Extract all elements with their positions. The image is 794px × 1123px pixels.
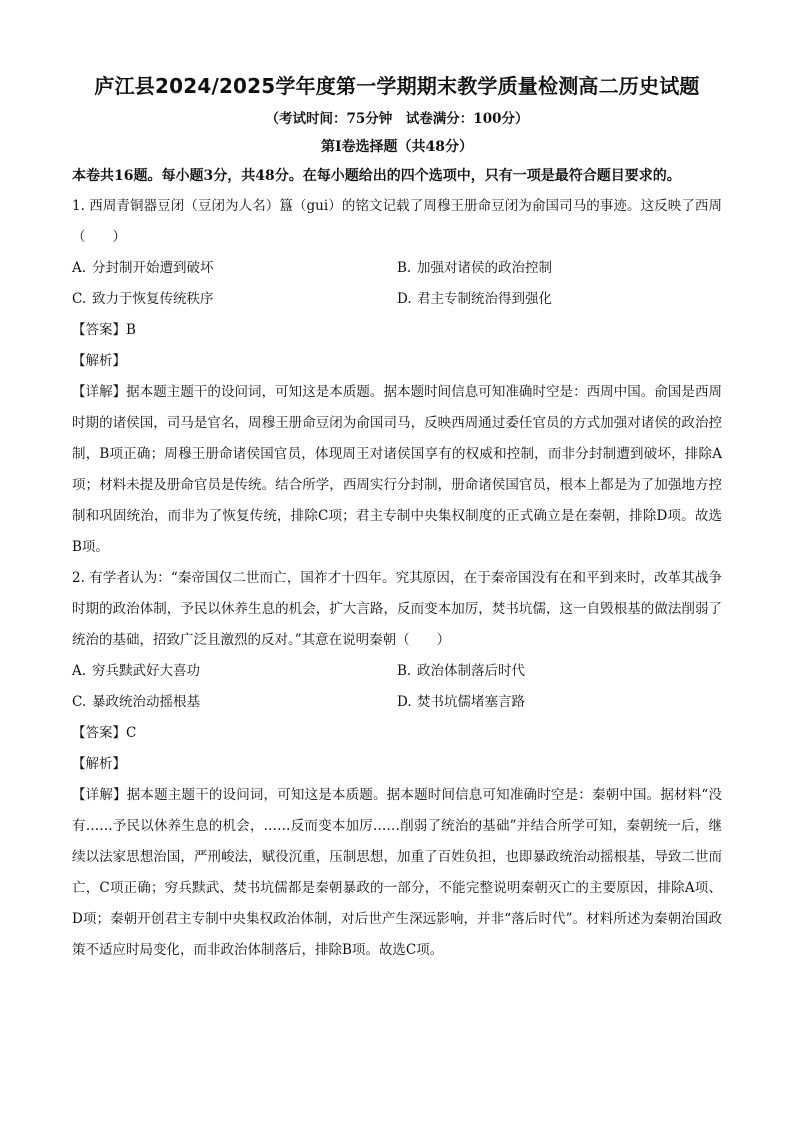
answer-value: C xyxy=(126,725,137,741)
option-letter: D. xyxy=(397,291,412,307)
option-text: 焚书坑儒堵塞言路 xyxy=(417,694,525,710)
option-list xyxy=(72,656,722,718)
option-letter: D. xyxy=(397,694,412,710)
exam-page xyxy=(72,62,722,966)
option-c xyxy=(72,284,397,315)
detail-tag: 【详解】 xyxy=(72,384,127,400)
option-letter: C. xyxy=(72,291,87,307)
detail-text: 据本题主题干的设问词，可知这是本质题。据本题时间信息可知准确时空是：西周中国。俞国是西周时期的诸侯国，司马是官名，周穆王册命豆闭为俞国司马，反映西周通过委任官员的方式加强对诸侯的政治控制，B项正确；周穆王册命诸侯国官员，体现周王对诸侯国享有的权威和控制，而非分封制遭到破坏，排除A项；材料未提及册命官员是传统。结合所学，西周实行分封制，册命诸侯国官员，根本上都是为了加强地方控制和巩固统治，而非为了恢复传统，排除C项；君主专制中央集权制度的正式确立是在秦朝，排除D项。故选B项。 xyxy=(72,384,723,555)
question-stem: 2. 有学者认为：“秦帝国仅二世而亡，国祚才十四年。究其原因，在于秦帝国没有在和平到来时，改革其战争时期的政治体制，予民以休养生息的机会，扩大言路，反而变本加厉，焚书坑儒，这一自毁根基的做法削弱了统治的基础，招致广泛且激烈的反对。”其意在说明秦朝（ ） xyxy=(72,570,722,648)
option-text: 致力于恢复传统秩序 xyxy=(92,291,214,307)
question-block xyxy=(72,563,722,966)
section-title: 第Ⅰ卷选择题（共48分） xyxy=(320,139,474,155)
answer-tag: 【答案】 xyxy=(72,322,126,338)
question-stem: 1. 西周青铜器豆闭（豆闭为人名）簋（gui）的铭文记载了周穆王册命豆闭为俞国司马的事迹。这反映了西周（ ） xyxy=(72,198,722,245)
question-block xyxy=(72,191,722,563)
answer-line xyxy=(72,315,722,346)
option-text: 加强对诸侯的政治控制 xyxy=(417,260,552,276)
detail-paragraph xyxy=(72,780,722,966)
detail-text: 据本题主题干的设问词，可知这是本质题。据本题时间信息可知准确时空是：秦朝中国。据材料“没有……予民以休养生息的机会，……反而变本加厉……削弱了统治的基础”并结合所学可知，秦朝统一后，继续以法家思想治国，严刑峻法，赋役沉重，压制思想，加重了百姓负担，也即暴政统治动摇根基，导致二世而亡，C项正确；穷兵黩武、焚书坑儒都是秦朝暴政的一部分，不能完整说明秦朝灭亡的主要原因，排除A项、D项；秦朝开创君主专制中央集权政治体制，对后世产生深远影响，并非“落后时代”。材料所述为秦朝治国政策不适应时局变化，而非政治体制落后，排除B项。故选C项。 xyxy=(72,787,722,958)
option-b xyxy=(397,253,722,284)
option-letter: A. xyxy=(72,663,87,679)
page-title: 庐江县2024/2025学年度第一学期期末教学质量检测高二历史试题 xyxy=(94,74,700,98)
option-c xyxy=(72,687,397,718)
answer-value: B xyxy=(126,322,136,338)
option-a xyxy=(72,253,397,284)
option-a xyxy=(72,656,397,687)
option-text: 暴政统治动摇根基 xyxy=(92,694,200,710)
answer-line xyxy=(72,718,722,749)
analysis-tag: 【解析】 xyxy=(72,756,126,772)
option-letter: C. xyxy=(72,694,87,710)
option-text: 分封制开始遭到破坏 xyxy=(92,260,214,276)
answer-tag: 【答案】 xyxy=(72,725,126,741)
section-instructions: 本卷共16题。每小题3分，共48分。在每小题给出的四个选项中，只有一项是最符合题目要求的。 xyxy=(72,168,681,184)
option-letter: A. xyxy=(72,260,87,276)
analysis-tag: 【解析】 xyxy=(72,353,126,369)
detail-paragraph xyxy=(72,377,722,563)
option-text: 穷兵黩武好大喜功 xyxy=(92,663,200,679)
option-text: 君主专制统治得到强化 xyxy=(417,291,552,307)
option-list xyxy=(72,253,722,315)
option-letter: B. xyxy=(397,260,412,276)
exam-info: （考试时间：75分钟 试卷满分：100分） xyxy=(265,111,529,127)
detail-tag: 【详解】 xyxy=(72,787,127,803)
option-b xyxy=(397,656,722,687)
option-d xyxy=(397,284,722,315)
option-letter: B. xyxy=(397,663,412,679)
option-text: 政治体制落后时代 xyxy=(417,663,525,679)
option-d xyxy=(397,687,722,718)
